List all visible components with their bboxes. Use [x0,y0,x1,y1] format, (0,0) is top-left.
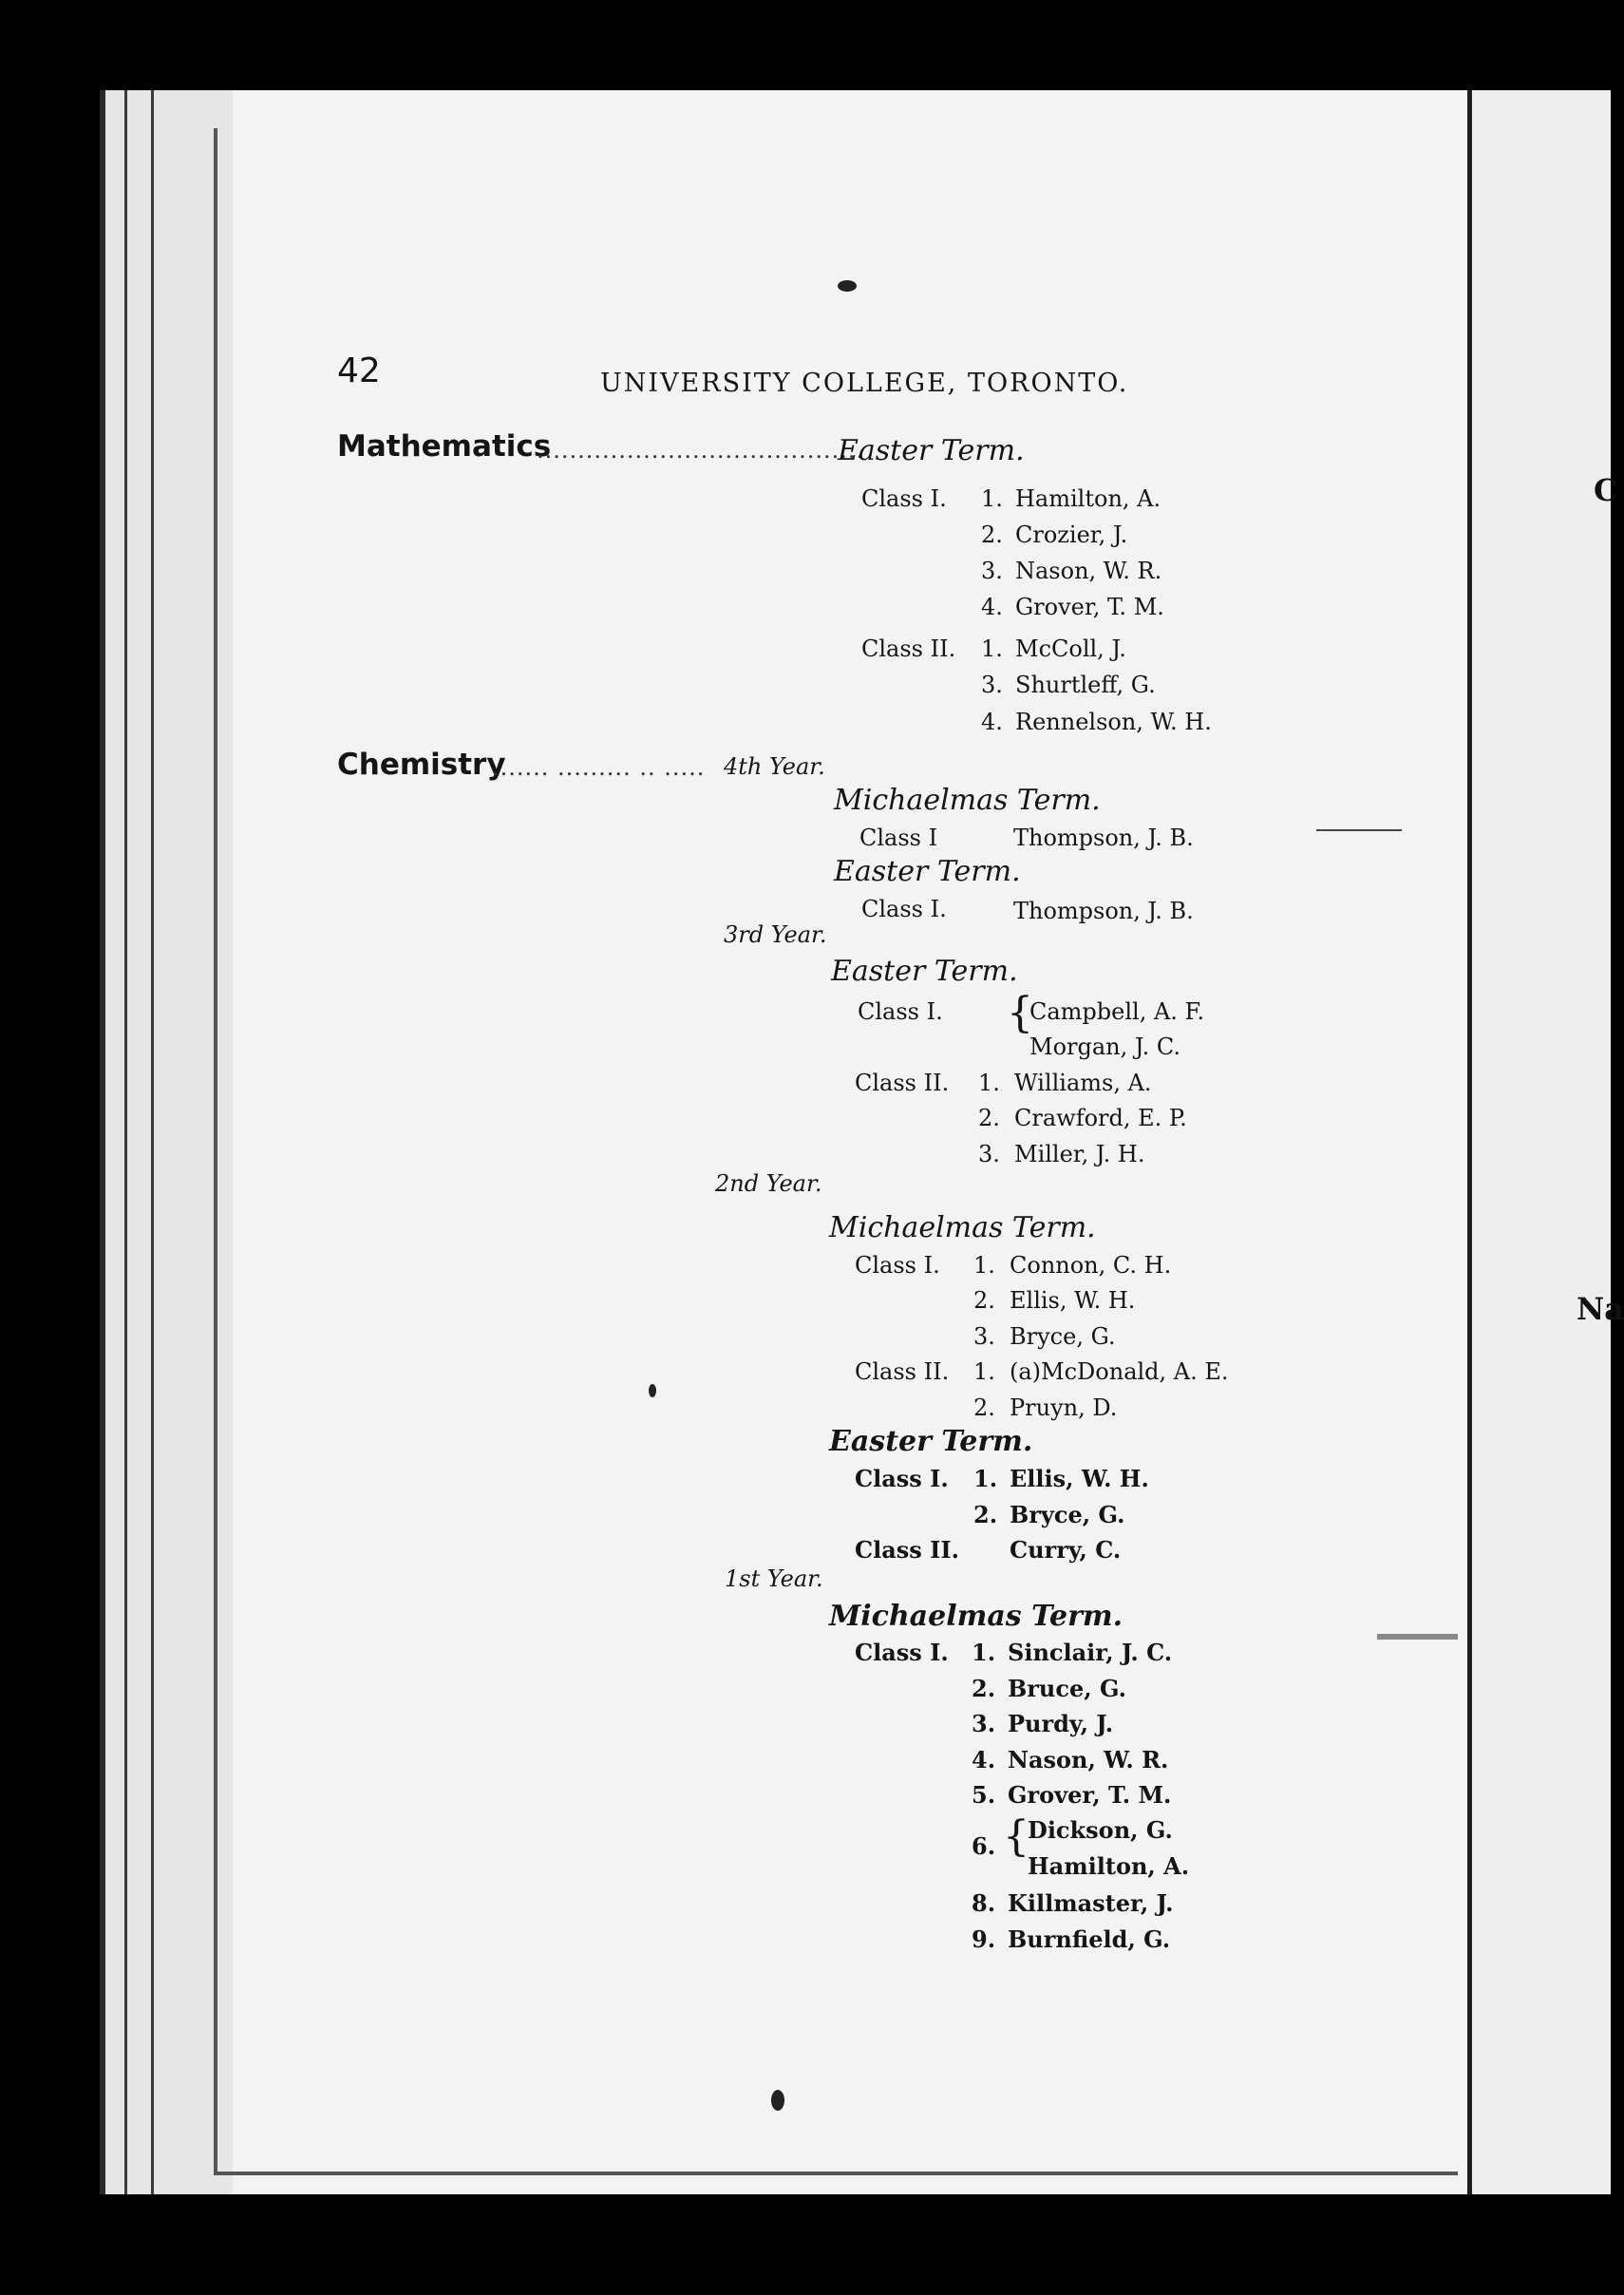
page-number: 42 [337,351,381,390]
student-name: Burnfield, G. [1008,1925,1171,1953]
ink-blot [838,280,857,292]
term-heading: Easter Term. [829,1425,1033,1458]
dot-leader: ........................................ [537,437,865,464]
rank-number: 4. [981,594,1003,620]
student-name: Nason, W. R. [1015,558,1162,584]
class-label: Class II. [861,635,956,662]
student-name: Bryce, G. [1010,1323,1116,1350]
class-label: Class I. [855,1465,949,1492]
student-name: Nason, W. R. [1008,1746,1169,1773]
facing-page-letter: C [1594,472,1618,508]
year-heading: 3rd Year. [724,921,827,948]
student-name: Grover, T. M. [1015,594,1164,620]
class-label: Class II. [855,1536,959,1564]
student-name: McColl, J. [1015,635,1126,662]
rank-number: 9. [972,1925,996,1953]
year-heading: 4th Year. [724,753,825,780]
student-name: Campbell, A. F. [1029,998,1205,1025]
student-name: Hamilton, A. [1015,485,1161,512]
student-name: Bruce, G. [1008,1675,1126,1702]
student-name: Dickson, G. [1028,1816,1173,1844]
rank-number: 1. [978,1070,1000,1096]
dot-leader: ....... ......... .. ..... [492,754,706,781]
class-label: Class I. [861,485,947,512]
term-heading: Michaelmas Term. [829,1211,1096,1244]
running-header: UNIVERSITY COLLEGE, TORONTO. [600,369,1129,398]
subject-heading-chemistry: Chemistry [337,748,506,782]
rank-number: 2. [973,1287,995,1314]
class-label: Class I. [855,1639,949,1666]
rank-number: 2. [973,1394,995,1421]
class-label: Class II. [855,1358,950,1385]
class-label: Class I [859,825,938,851]
term-heading: Michaelmas Term. [834,784,1101,817]
rank-number: 2. [978,1105,1000,1131]
rank-number: 1. [981,485,1003,512]
term-heading: Michaelmas Term. [829,1600,1124,1633]
class-label: Class I. [858,998,943,1025]
rank-number: 5. [972,1781,996,1809]
student-name: Miller, J. H. [1014,1141,1145,1167]
student-name: Grover, T. M. [1008,1781,1172,1809]
rank-number: 1. [973,1358,995,1385]
rank-number: 3. [973,1323,995,1350]
rank-number: 4. [972,1746,996,1773]
term-heading: Easter Term. [834,855,1021,888]
student-name: Pruyn, D. [1010,1394,1118,1421]
student-name: Sinclair, J. C. [1008,1639,1173,1666]
rank-number: 6. [972,1832,996,1860]
rank-number: 1. [973,1252,995,1279]
tie-brace: { [1003,1812,1029,1861]
rank-number: 1. [973,1465,998,1492]
rank-number: 3. [981,672,1003,698]
rank-number: 2. [981,522,1003,548]
student-name: Crawford, E. P. [1014,1105,1187,1131]
ink-blot [771,2090,784,2111]
student-name: Ellis, W. H. [1010,1287,1136,1314]
rank-number: 1. [981,635,1003,662]
rank-number: 4. [981,709,1003,735]
student-name: Bryce, G. [1010,1501,1125,1528]
student-name: Ellis, W. H. [1010,1465,1149,1492]
student-name: Killmaster, J. [1008,1889,1174,1917]
class-label: Class I. [861,896,947,922]
year-heading: 1st Year. [725,1565,823,1592]
student-name: (a)McDonald, A. E. [1010,1358,1229,1385]
rank-number: 2. [973,1501,998,1528]
student-name: Purdy, J. [1008,1710,1114,1737]
class-label: Class I. [855,1252,940,1279]
student-name: Shurtleff, G. [1015,672,1156,698]
rank-number: 8. [972,1889,996,1917]
student-name: Crozier, J. [1015,522,1128,548]
student-name: Curry, C. [1010,1536,1122,1564]
rank-number: 1. [972,1639,996,1666]
ink-blot [649,1384,656,1397]
student-name: Thompson, J. B. [1013,825,1194,851]
rank-number: 3. [978,1141,1000,1167]
subject-heading-mathematics: Mathematics [337,429,552,464]
scratch-mark [1377,1634,1458,1640]
student-name: Hamilton, A. [1028,1852,1190,1880]
student-name: Rennelson, W. H. [1015,709,1212,735]
facing-page-letter: Na [1577,1291,1624,1327]
class-label: Class II. [855,1070,950,1096]
binding-rule [124,90,127,2194]
tie-brace: { [1007,989,1033,1037]
term-heading: Easter Term. [838,434,1025,467]
scratch-mark [1316,829,1402,831]
student-name: Thompson, J. B. [1013,898,1194,924]
year-heading: 2nd Year. [715,1170,822,1197]
student-name: Connon, C. H. [1010,1252,1172,1279]
rank-number: 2. [972,1675,996,1702]
binding-rule [151,90,154,2194]
student-name: Williams, A. [1014,1070,1152,1096]
student-name: Morgan, J. C. [1029,1034,1181,1060]
rank-number: 3. [981,558,1003,584]
rank-number: 3. [972,1710,996,1737]
facing-page-edge [1467,90,1624,2194]
term-heading: Easter Term. [831,955,1018,988]
